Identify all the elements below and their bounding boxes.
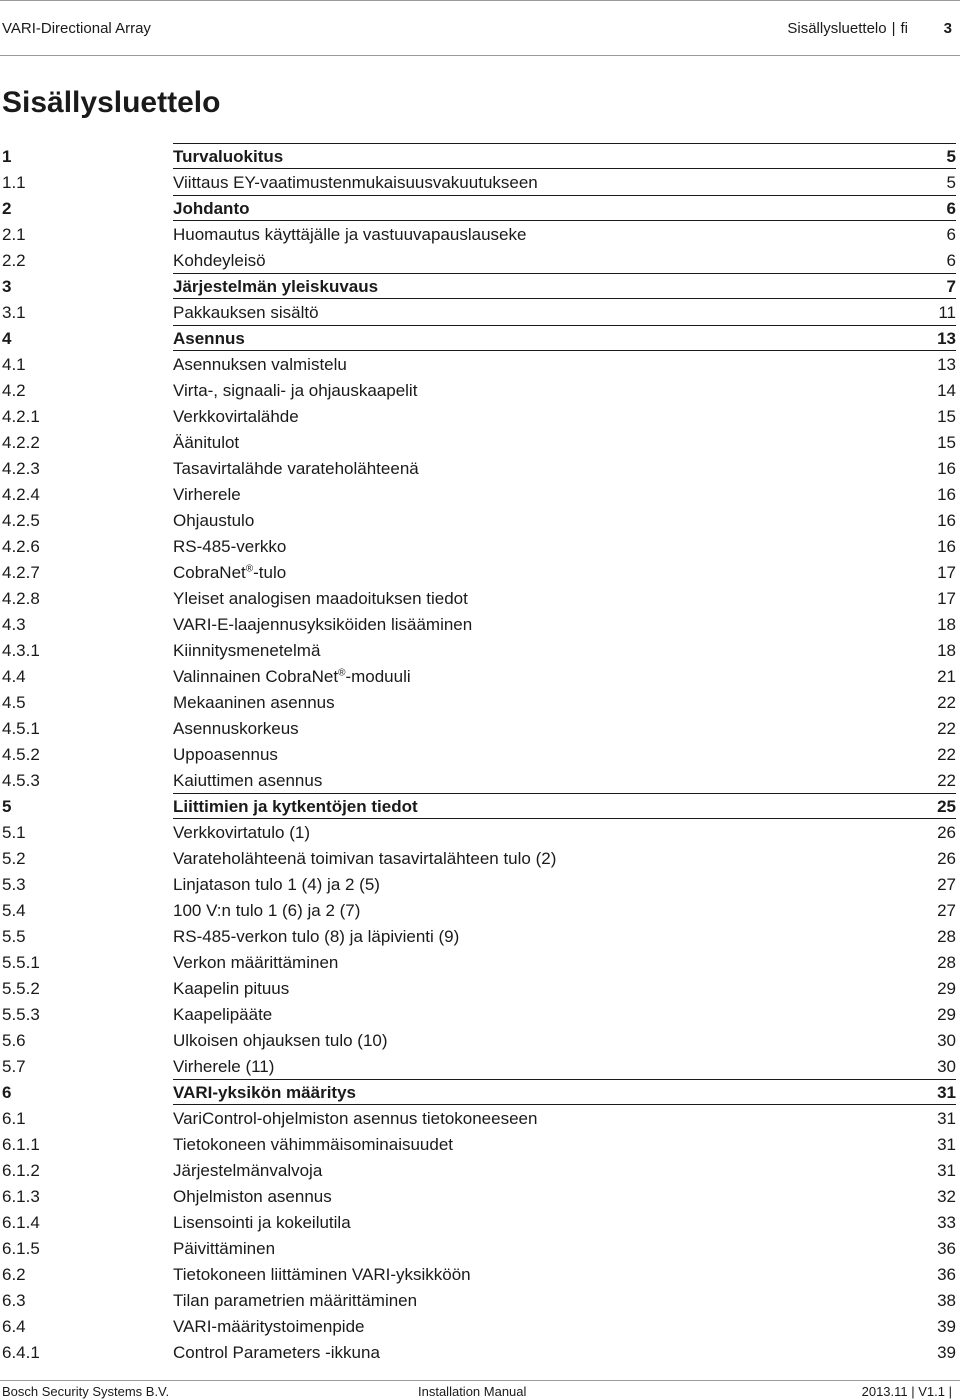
- toc-row[interactable]: [0, 1131, 960, 1157]
- toc-row[interactable]: [0, 169, 960, 195]
- toc-row[interactable]: [0, 1157, 960, 1183]
- toc-page-number: 33: [937, 1213, 956, 1232]
- toc-page-number: 17: [937, 589, 956, 608]
- toc-number: 6.1.1: [2, 1135, 40, 1154]
- toc-title[interactable]: Varateholähteenä toimivan tasavirtalähteen tulo (2): [173, 849, 557, 868]
- toc-page-number: 27: [937, 901, 956, 920]
- toc-page-number: 39: [937, 1343, 956, 1362]
- toc-title[interactable]: Järjestelmänvalvoja: [173, 1161, 323, 1180]
- toc-title[interactable]: Asennuksen valmistelu: [173, 355, 347, 374]
- toc-page-number: 15: [937, 433, 956, 452]
- toc-number: 6.3: [2, 1291, 26, 1310]
- toc-page-number: 29: [937, 1005, 956, 1024]
- toc-title[interactable]: Liittimien ja kytkentöjen tiedot: [173, 797, 418, 816]
- chapter-rule-top: [173, 195, 956, 196]
- toc-page-number: 28: [937, 953, 956, 972]
- toc-number: 6.1.2: [2, 1161, 40, 1180]
- toc-row[interactable]: [0, 1053, 960, 1079]
- toc-row[interactable]: [0, 871, 960, 897]
- toc-row[interactable]: [0, 845, 960, 871]
- toc-row[interactable]: [0, 611, 960, 637]
- toc-page-number: 18: [937, 641, 956, 660]
- toc-page-number: 26: [937, 823, 956, 842]
- footer-company: Bosch Security Systems B.V.: [2, 1384, 170, 1399]
- toc-page-number: 31: [937, 1109, 956, 1128]
- toc-page-number: 36: [937, 1239, 956, 1258]
- toc-title[interactable]: Ulkoisen ohjauksen tulo (10): [173, 1031, 388, 1050]
- toc-row[interactable]: [0, 533, 960, 559]
- header-section: [787, 20, 908, 37]
- header-page-number: 3: [943, 20, 952, 37]
- toc-page-number: 25: [937, 797, 956, 816]
- toc-number: 4: [2, 329, 12, 348]
- toc-title[interactable]: Päivittäminen: [173, 1239, 276, 1258]
- toc-title[interactable]: Äänitulot: [173, 433, 240, 452]
- table-of-contents: [0, 143, 960, 1365]
- toc-number: 3: [2, 277, 12, 296]
- toc-number: 4.2.4: [2, 485, 40, 504]
- toc-row[interactable]: [0, 1339, 960, 1365]
- toc-row[interactable]: [0, 1001, 960, 1027]
- toc-number: 6.2: [2, 1265, 26, 1284]
- toc-number: 4.2: [2, 381, 26, 400]
- footer-version: V1.1: [918, 1384, 945, 1399]
- toc-row[interactable]: [0, 221, 960, 247]
- toc-title[interactable]: Verkkovirtatulo (1): [173, 823, 310, 842]
- toc-page-number: 5: [946, 173, 956, 192]
- toc-row[interactable]: [0, 949, 960, 975]
- toc-page-number: 16: [937, 537, 956, 556]
- toc-page-number: 32: [937, 1187, 956, 1206]
- toc-title[interactable]: Lisensointi ja kokeilutila: [173, 1213, 351, 1232]
- chapter-rule-top: [173, 793, 956, 794]
- toc-number: 2.1: [2, 225, 26, 244]
- toc-title[interactable]: CobraNet®-tulo: [173, 563, 287, 582]
- toc-title[interactable]: Tasavirtalähde varateholähteenä: [173, 459, 419, 478]
- toc-chapter-row[interactable]: [0, 793, 960, 819]
- toc-title[interactable]: Virherele: [173, 485, 241, 504]
- toc-page-number: 11: [938, 303, 956, 322]
- toc-number: 5.7: [2, 1057, 26, 1076]
- toc-number: 5.5.1: [2, 953, 40, 972]
- toc-title[interactable]: Järjestelmän yleiskuvaus: [173, 277, 379, 296]
- toc-chapter-row[interactable]: [0, 273, 960, 299]
- header-lang: fi: [900, 20, 908, 37]
- toc-number: 5.3: [2, 875, 26, 894]
- toc-page-number: 31: [937, 1161, 956, 1180]
- toc-title[interactable]: Control Parameters -ikkuna: [173, 1343, 380, 1362]
- toc-page-number: 16: [937, 511, 956, 530]
- chapter-rule-top: [173, 325, 956, 326]
- toc-page-number: 28: [937, 927, 956, 946]
- toc-row[interactable]: [0, 377, 960, 403]
- toc-page-number: 6: [946, 225, 956, 244]
- toc-chapter-row[interactable]: [0, 143, 960, 169]
- toc-row[interactable]: [0, 897, 960, 923]
- toc-row[interactable]: [0, 663, 960, 689]
- toc-page-number: 18: [937, 615, 956, 634]
- toc-page-number: 17: [937, 563, 956, 582]
- toc-number: 4.2.3: [2, 459, 40, 478]
- toc-number: 2: [2, 199, 12, 218]
- toc-number: 5.2: [2, 849, 26, 868]
- toc-title[interactable]: Tietokoneen liittäminen VARI-yksikköön: [173, 1265, 471, 1284]
- toc-title[interactable]: Verkon määrittäminen: [173, 953, 339, 972]
- toc-number: 1: [2, 147, 12, 166]
- toc-title[interactable]: Verkkovirtalähde: [173, 407, 299, 426]
- toc-title[interactable]: Valinnainen CobraNet®-moduuli: [173, 667, 411, 686]
- toc-number: 5: [2, 797, 12, 816]
- toc-page-number: 30: [937, 1031, 956, 1050]
- toc-number: 4.3.1: [2, 641, 40, 660]
- toc-title[interactable]: Kiinnitysmenetelmä: [173, 641, 321, 660]
- toc-row[interactable]: [0, 1261, 960, 1287]
- toc-title[interactable]: Kaapelipääte: [173, 1005, 273, 1024]
- toc-title[interactable]: Kaiuttimen asennus: [173, 771, 323, 790]
- toc-row[interactable]: [0, 299, 960, 325]
- toc-number: 6.1.5: [2, 1239, 40, 1258]
- toc-number: 5.5: [2, 927, 26, 946]
- toc-chapter-row[interactable]: [0, 1079, 960, 1105]
- toc-number: 4.5.3: [2, 771, 40, 790]
- toc-row[interactable]: [0, 247, 960, 273]
- toc-page-number: 22: [937, 719, 956, 738]
- toc-title[interactable]: Huomautus käyttäjälle ja vastuuvapauslauseke: [173, 225, 527, 244]
- toc-number: 6.4: [2, 1317, 26, 1336]
- toc-title[interactable]: RS-485-verkon tulo (8) ja läpivienti (9): [173, 927, 460, 946]
- toc-row[interactable]: [0, 1027, 960, 1053]
- toc-row[interactable]: [0, 585, 960, 611]
- toc-number: 5.4: [2, 901, 26, 920]
- toc-title[interactable]: Viittaus EY-vaatimustenmukaisuusvakuutukseen: [173, 173, 538, 192]
- toc-number: 4.1: [2, 355, 26, 374]
- toc-row[interactable]: [0, 481, 960, 507]
- toc-page-number: 13: [937, 329, 956, 348]
- toc-row[interactable]: [0, 741, 960, 767]
- toc-page-number: 36: [937, 1265, 956, 1284]
- toc-number: 6.1.3: [2, 1187, 40, 1206]
- toc-title[interactable]: Virta-, signaali- ja ohjauskaapelit: [173, 381, 418, 400]
- toc-number: 5.1: [2, 823, 26, 842]
- toc-page-number: 21: [937, 667, 956, 686]
- toc-title[interactable]: Virherele (11): [173, 1057, 275, 1076]
- toc-page-number: 6: [946, 251, 956, 270]
- header-doc-title: VARI-Directional Array: [2, 20, 151, 37]
- toc-title[interactable]: Turvaluokitus: [173, 147, 284, 166]
- toc-row[interactable]: [0, 689, 960, 715]
- toc-title[interactable]: Tilan parametrien määrittäminen: [173, 1291, 418, 1310]
- toc-number: 5.6: [2, 1031, 26, 1050]
- toc-number: 3.1: [2, 303, 26, 322]
- toc-title[interactable]: VariControl-ohjelmiston asennus tietokoneeseen: [173, 1109, 538, 1128]
- toc-row[interactable]: [0, 1105, 960, 1131]
- toc-title[interactable]: VARI-yksikön määritys: [173, 1083, 356, 1102]
- toc-page-number: 22: [937, 745, 956, 764]
- toc-number: 4.5.2: [2, 745, 40, 764]
- toc-row[interactable]: [0, 559, 960, 585]
- toc-row[interactable]: [0, 975, 960, 1001]
- toc-number: 1.1: [2, 173, 26, 192]
- toc-number: 6.4.1: [2, 1343, 40, 1362]
- toc-number: 4.4: [2, 667, 26, 686]
- toc-row[interactable]: [0, 507, 960, 533]
- toc-row[interactable]: [0, 923, 960, 949]
- footer-doc-type: Installation Manual: [418, 1384, 527, 1399]
- toc-title[interactable]: Johdanto: [173, 199, 250, 218]
- toc-row[interactable]: [0, 1209, 960, 1235]
- chapter-rule-top: [173, 273, 956, 274]
- toc-page-number: 22: [937, 693, 956, 712]
- toc-page-number: 16: [937, 485, 956, 504]
- page-footer: [0, 1380, 960, 1400]
- toc-page-number: 31: [937, 1135, 956, 1154]
- toc-page-number: 38: [937, 1291, 956, 1310]
- toc-number: 4.2.1: [2, 407, 40, 426]
- toc-page-number: 29: [937, 979, 956, 998]
- toc-row[interactable]: [0, 403, 960, 429]
- toc-page-number: 15: [937, 407, 956, 426]
- toc-number: 6: [2, 1083, 12, 1102]
- toc-title[interactable]: Uppoasennus: [173, 745, 278, 764]
- toc-page-number: 27: [937, 875, 956, 894]
- toc-page-number: 39: [937, 1317, 956, 1336]
- toc-number: 4.2.8: [2, 589, 40, 608]
- toc-row[interactable]: [0, 1183, 960, 1209]
- toc-page-number: 13: [937, 355, 956, 374]
- toc-row[interactable]: [0, 715, 960, 741]
- toc-number: 4.5: [2, 693, 26, 712]
- toc-title[interactable]: Asennuskorkeus: [173, 719, 299, 738]
- toc-page-number: 6: [946, 199, 956, 218]
- toc-page-number: 7: [946, 277, 956, 296]
- toc-page-number: 16: [937, 459, 956, 478]
- toc-title[interactable]: VARI-määritystoimenpide: [173, 1317, 365, 1336]
- toc-row[interactable]: [0, 1313, 960, 1339]
- toc-number: 2.2: [2, 251, 26, 270]
- toc-title[interactable]: Ohjelmiston asennus: [173, 1187, 332, 1206]
- footer-date: 2013.11: [861, 1384, 908, 1399]
- toc-number: 4.2.6: [2, 537, 40, 556]
- toc-row[interactable]: [0, 455, 960, 481]
- footer-version-info: 2013.11 | V1.1 |: [861, 1384, 952, 1399]
- toc-title[interactable]: Mekaaninen asennus: [173, 693, 335, 712]
- toc-page-number: 14: [937, 381, 956, 400]
- toc-page-number: 31: [937, 1083, 956, 1102]
- toc-title[interactable]: Pakkauksen sisältö: [173, 303, 319, 322]
- toc-number: 4.5.1: [2, 719, 40, 738]
- toc-title[interactable]: Linjatason tulo 1 (4) ja 2 (5): [173, 875, 380, 894]
- toc-row[interactable]: [0, 767, 960, 793]
- toc-title[interactable]: Asennus: [173, 329, 245, 348]
- chapter-rule-top: [173, 143, 956, 144]
- toc-number: 5.5.2: [2, 979, 40, 998]
- toc-title[interactable]: VARI-E-laajennusyksiköiden lisääminen: [173, 615, 473, 634]
- toc-number: 4.3: [2, 615, 26, 634]
- toc-row[interactable]: [0, 1235, 960, 1261]
- toc-title[interactable]: Ohjaustulo: [173, 511, 255, 530]
- toc-row[interactable]: [0, 429, 960, 455]
- toc-page-number: 22: [937, 771, 956, 790]
- toc-number: 4.2.5: [2, 511, 40, 530]
- chapter-rule-top: [173, 1079, 956, 1080]
- toc-title[interactable]: Yleiset analogisen maadoituksen tiedot: [173, 589, 468, 608]
- toc-title[interactable]: Kohdeyleisö: [173, 251, 266, 270]
- toc-title[interactable]: Tietokoneen vähimmäisominaisuudet: [173, 1135, 454, 1154]
- toc-chapter-row[interactable]: [0, 325, 960, 351]
- toc-number: 6.1: [2, 1109, 26, 1128]
- toc-number: 5.5.3: [2, 1005, 40, 1024]
- toc-title[interactable]: 100 V:n tulo 1 (6) ja 2 (7): [173, 901, 361, 920]
- toc-page-number: 26: [937, 849, 956, 868]
- toc-row[interactable]: [0, 637, 960, 663]
- toc-row[interactable]: [0, 1287, 960, 1313]
- toc-row[interactable]: [0, 819, 960, 845]
- page-header: [0, 0, 960, 56]
- toc-row[interactable]: [0, 351, 960, 377]
- header-section-name: Sisällysluettelo: [787, 20, 887, 37]
- toc-title[interactable]: RS-485-verkko: [173, 537, 287, 556]
- toc-number: 4.2.2: [2, 433, 40, 452]
- toc-page-number: 5: [946, 147, 956, 166]
- toc-title[interactable]: Kaapelin pituus: [173, 979, 290, 998]
- toc-chapter-row[interactable]: [0, 195, 960, 221]
- toc-number: 4.2.7: [2, 563, 40, 582]
- toc-page-number: 30: [937, 1057, 956, 1076]
- header-separator: |: [891, 20, 896, 37]
- toc-number: 6.1.4: [2, 1213, 40, 1232]
- page-title: Sisällysluettelo: [2, 86, 221, 119]
